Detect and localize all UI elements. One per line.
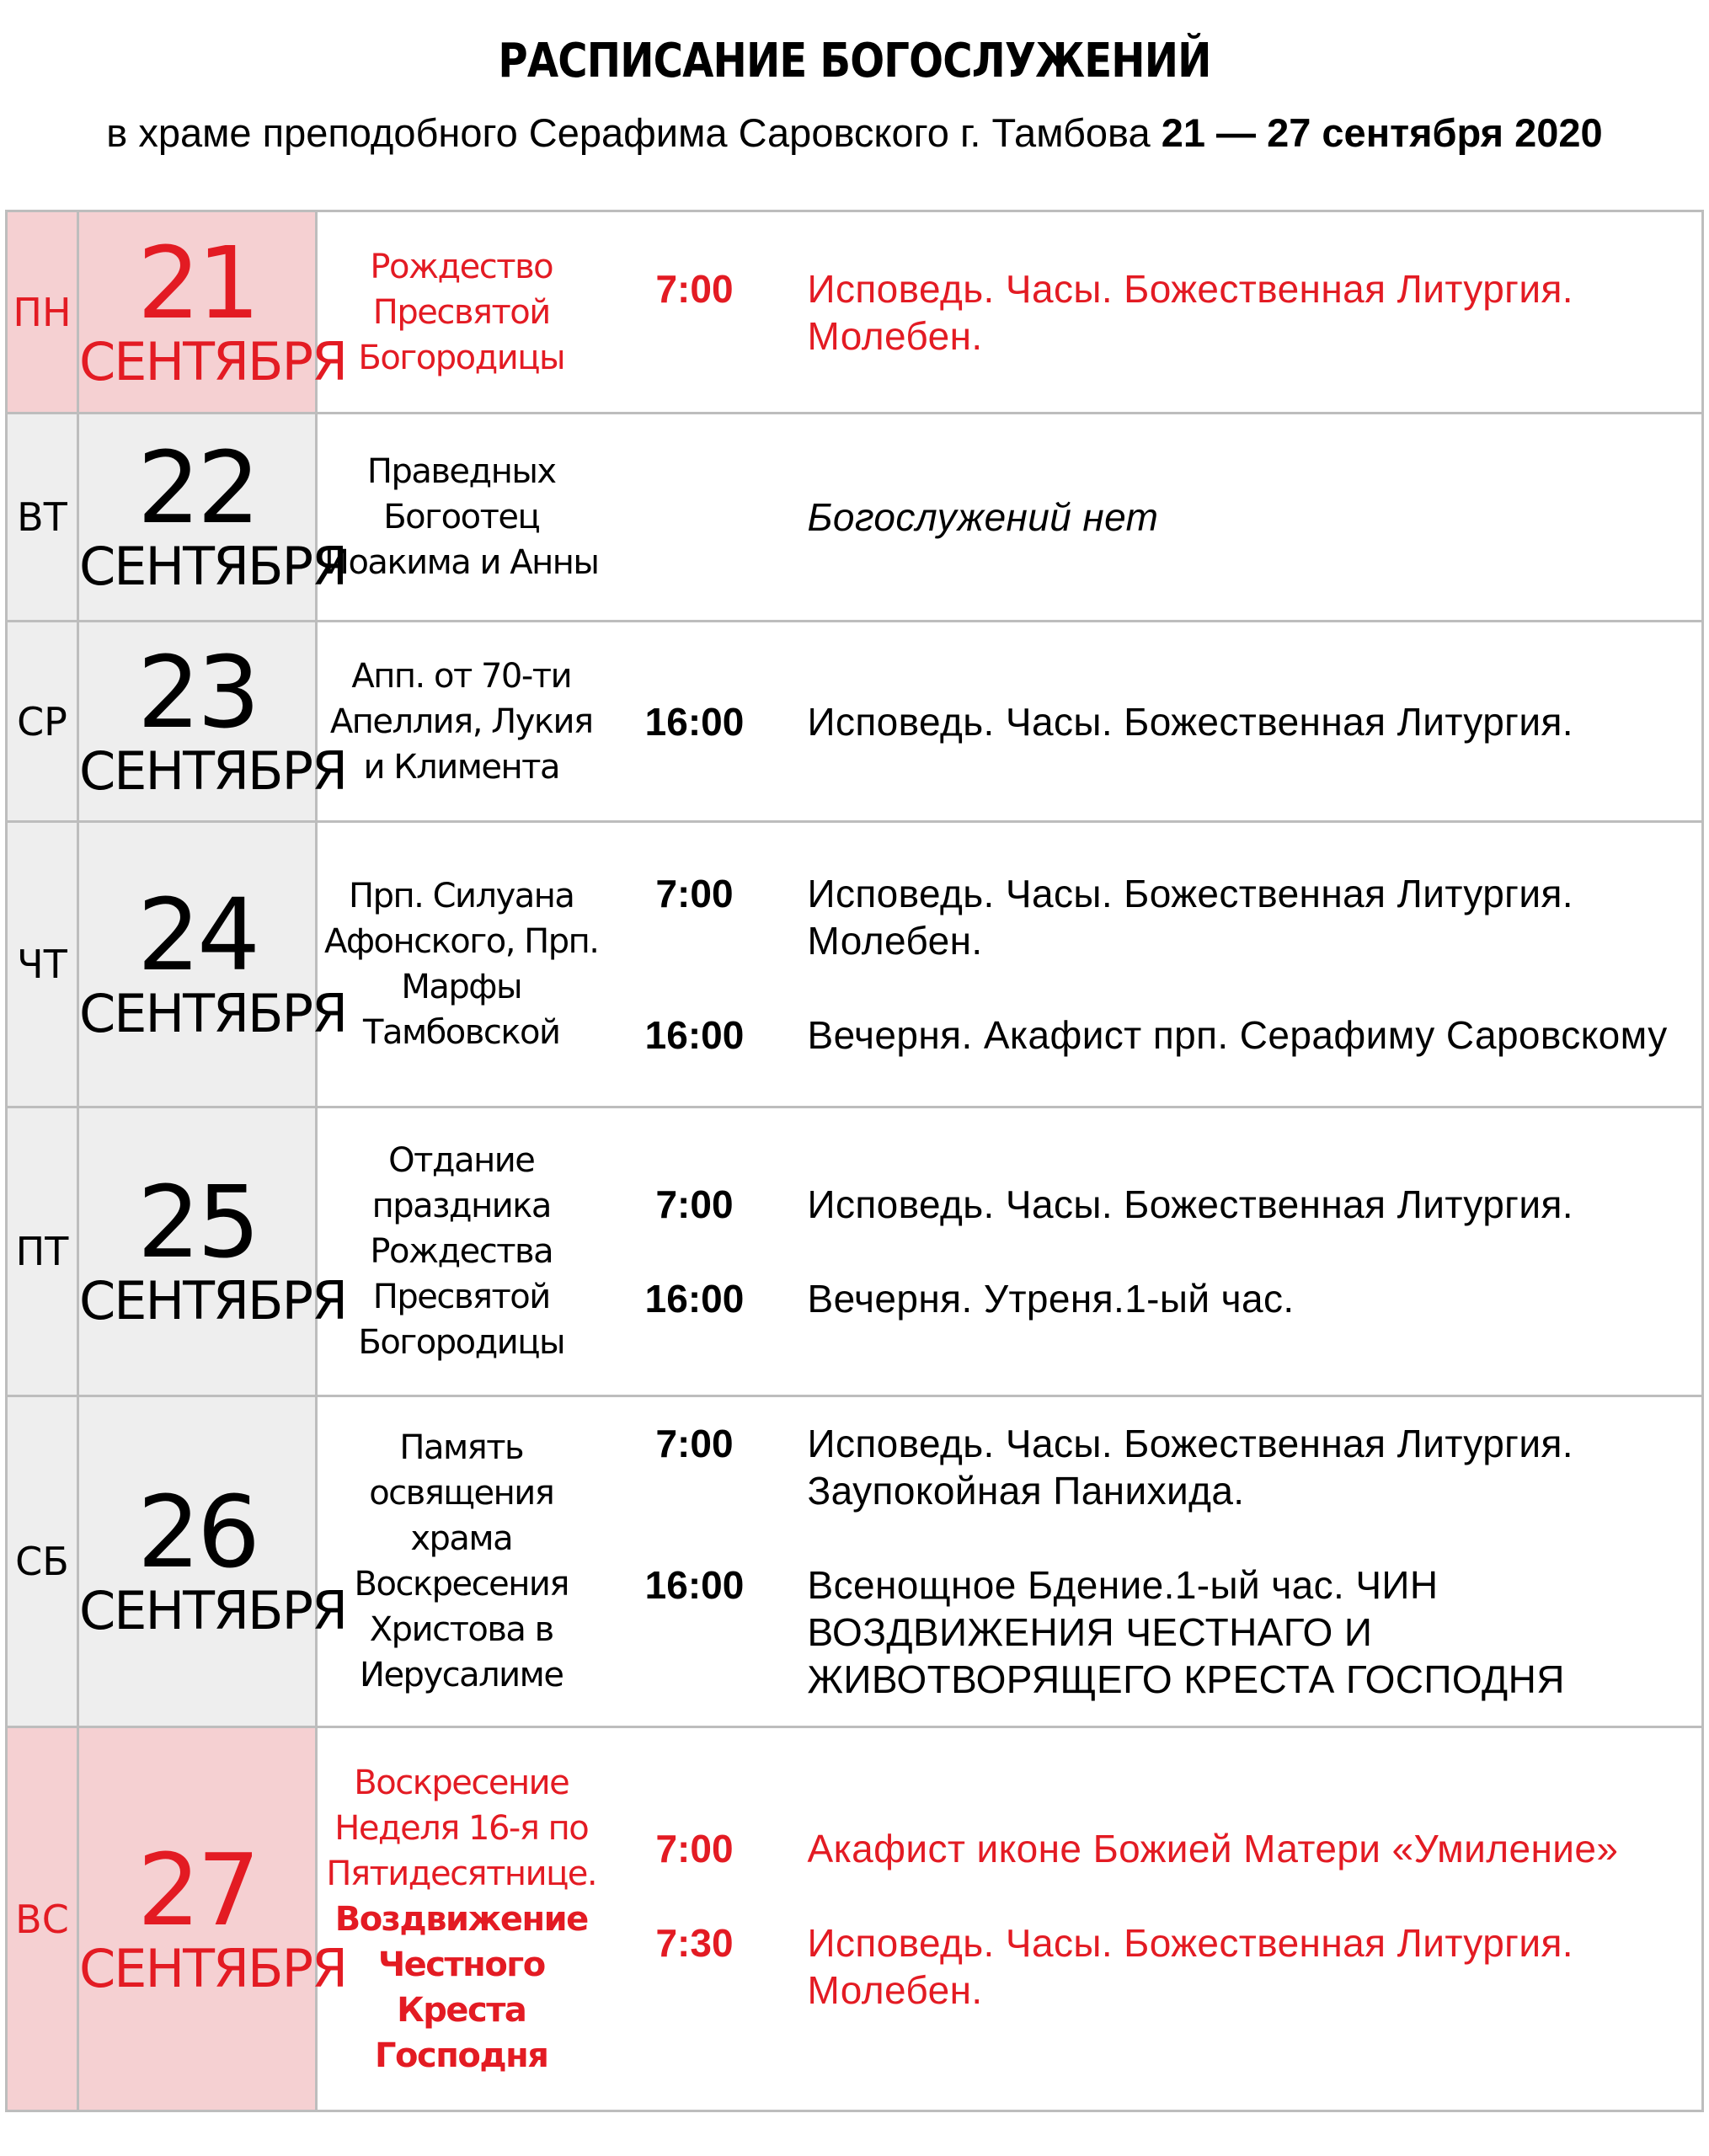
service-entry [606,870,1702,964]
date-month: СЕНТЯБРЯ [79,330,347,392]
date-number: 23 [136,633,258,750]
feast-name [317,1727,606,2111]
service-text: Акафист иконе Божией Матери «Умиление» [807,1826,1619,1870]
feast-name: Память освящения храма Воскресения Христова в Иерусалиме [317,1396,606,1727]
day-of-week: ВС [7,1727,78,2111]
service-text: Вечерня. Утреня.1-ый час. [807,1277,1295,1321]
date-month: СЕНТЯБРЯ [79,739,347,802]
date-number: 22 [136,430,258,546]
date-number: 21 [136,224,258,341]
day-row-thursday [7,822,1703,1107]
day-row-tuesday [7,414,1703,622]
service-entry [606,1825,1702,1872]
service-entry [606,1561,1702,1703]
date-number: 27 [136,1831,258,1948]
date-month: СЕНТЯБРЯ [79,1270,347,1331]
service-text: Исповедь. Часы. Божественная Литургия. Заупокойная Панихида. [807,1422,1573,1513]
service-entry [606,1919,1702,2014]
day-row-monday [7,211,1703,414]
feast-line-bold: Воздвижение Честного Креста Господня [334,1899,588,2075]
date-month: СЕНТЯБРЯ [79,536,347,597]
service-text: Исповедь. Часы. Божественная Литургия. Молебен. [807,266,1573,358]
service-time: 16:00 [644,699,745,744]
date-cell [78,1107,347,1396]
date-cell [78,1727,347,2111]
service-time: 7:00 [655,1422,734,1465]
services-cell [606,1107,1703,1396]
service-time: 7:00 [655,1826,734,1870]
service-text: Богослужений нет [807,495,1159,539]
services-cell [606,1396,1703,1727]
service-time: 7:00 [655,872,734,915]
date-number: 24 [136,877,258,993]
day-of-week: СР [7,622,78,822]
date-month: СЕНТЯБРЯ [79,983,347,1044]
service-entry [606,698,1702,745]
service-text: Вечерня. Акафист прп. Серафиму Саровскому [807,1013,1668,1057]
feast-name: Отдание праздника Рождества Пресвятой Богородицы [317,1107,606,1396]
service-text: Исповедь. Часы. Божественная Литургия. [807,699,1573,744]
date-month: СЕНТЯБРЯ [79,1937,347,1999]
date-cell [78,414,347,622]
service-time: 7:00 [655,266,734,311]
subtitle-dates: 21 — 27 сентября 2020 [1161,110,1603,155]
feast-name: Рождество Пресвятой Богородицы [317,211,606,414]
service-time: 16:00 [644,1563,745,1607]
services-cell [606,414,1703,622]
service-text: Всенощное Бдение.1-ый час. ЧИН ВОЗДВИЖЕНИЯ ЧЕСТНАГО И ЖИВОТВОРЯЩЕГО КРЕСТА ГОСПОДНЯ [807,1563,1565,1701]
date-number: 26 [136,1474,258,1590]
day-of-week: ВТ [7,414,78,622]
services-cell [606,622,1703,822]
service-entry [606,265,1702,360]
service-entry [606,494,1702,541]
service-entry [606,1011,1702,1059]
date-number: 25 [136,1164,258,1280]
day-of-week: СБ [7,1396,78,1727]
day-of-week: ЧТ [7,822,78,1107]
schedule-table [5,210,1704,2112]
service-time: 7:00 [655,1182,734,1226]
services-cell [606,1727,1703,2111]
service-entry [606,1420,1702,1514]
date-cell [78,822,347,1107]
feast-line: Воскресение Неделя 16-я по Пятидесятнице. [326,1763,597,1893]
service-entry [606,1275,1702,1322]
day-of-week: ПН [7,211,78,414]
feast-name: Прп. Силуана Афонского, Прп. Марфы Тамбовской [317,822,606,1107]
day-row-saturday [7,1396,1703,1727]
feast-name: Праведных Богоотец Иоакима и Анны [317,414,606,622]
date-cell [78,622,347,822]
day-of-week: ПТ [7,1107,78,1396]
service-time: 16:00 [644,1277,745,1321]
feast-name: Апп. от 70-ти Апеллия, Лукия и Климента [317,622,606,822]
day-row-wednesday [7,622,1703,822]
page-subtitle [0,109,1709,156]
service-text: Исповедь. Часы. Божественная Литургия. Молебен. [807,1920,1573,2012]
service-text: Исповедь. Часы. Божественная Литургия. [807,1182,1573,1226]
subtitle-location: в храме преподобного Серафима Саровского г. Тамбова [106,110,1162,155]
services-cell [606,822,1703,1107]
service-time: 7:30 [655,1920,734,1965]
day-row-sunday [7,1727,1703,2111]
date-cell [78,211,347,414]
services-cell [606,211,1703,414]
date-month: СЕНТЯБРЯ [79,1580,347,1641]
service-time: 16:00 [644,1013,745,1057]
page-title: РАСПИСАНИЕ БОГОСЛУЖЕНИЙ [498,34,1211,88]
service-entry [606,1181,1702,1228]
date-cell [78,1396,347,1727]
service-text: Исповедь. Часы. Божественная Литургия. Молебен. [807,872,1573,963]
day-row-friday [7,1107,1703,1396]
